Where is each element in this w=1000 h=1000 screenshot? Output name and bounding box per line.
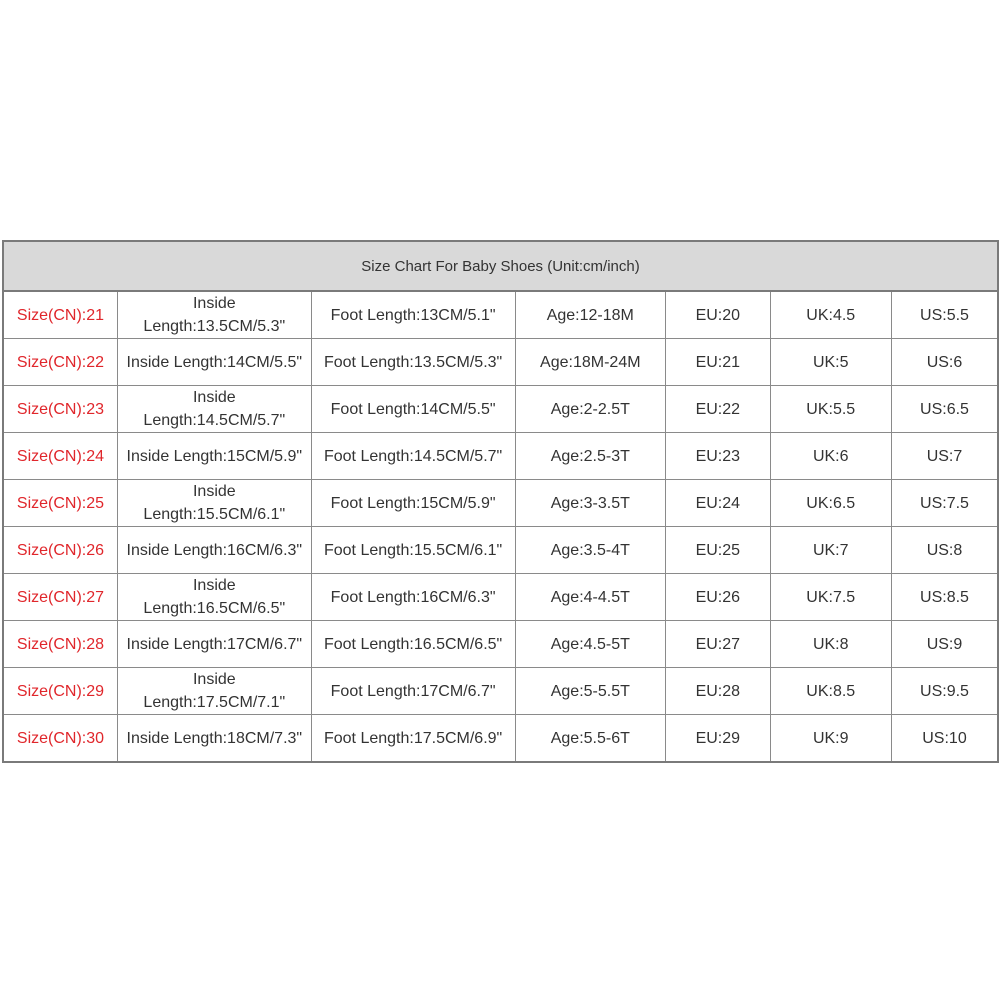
age-cell: Age:5-5.5T [515, 668, 666, 715]
eu-size-cell: EU:21 [666, 339, 770, 386]
title-row [3, 241, 998, 291]
table-row [3, 668, 998, 715]
inside-length-cell: Inside Length:16CM/6.3" [117, 527, 311, 574]
us-size-cell: US:9 [891, 621, 998, 668]
size-cn-cell: Size(CN):26 [3, 527, 117, 574]
us-size-cell: US:10 [891, 715, 998, 763]
size-cn-cell: Size(CN):23 [3, 386, 117, 433]
size-cn-cell: Size(CN):29 [3, 668, 117, 715]
uk-size-cell: UK:8.5 [770, 668, 891, 715]
size-cn-cell: Size(CN):22 [3, 339, 117, 386]
inside-length-cell: Inside Length:17.5CM/7.1" [117, 668, 311, 715]
age-cell: Age:5.5-6T [515, 715, 666, 763]
table-row [3, 291, 998, 339]
age-cell: Age:18M-24M [515, 339, 666, 386]
table-row [3, 386, 998, 433]
us-size-cell: US:6.5 [891, 386, 998, 433]
foot-length-cell: Foot Length:13CM/5.1" [311, 291, 515, 339]
uk-size-cell: UK:5.5 [770, 386, 891, 433]
foot-length-cell: Foot Length:16.5CM/6.5" [311, 621, 515, 668]
inside-length-cell: Inside Length:17CM/6.7" [117, 621, 311, 668]
uk-size-cell: UK:5 [770, 339, 891, 386]
foot-length-cell: Foot Length:16CM/6.3" [311, 574, 515, 621]
size-cn-cell: Size(CN):27 [3, 574, 117, 621]
size-cn-cell: Size(CN):21 [3, 291, 117, 339]
age-cell: Age:4-4.5T [515, 574, 666, 621]
uk-size-cell: UK:7.5 [770, 574, 891, 621]
us-size-cell: US:9.5 [891, 668, 998, 715]
eu-size-cell: EU:27 [666, 621, 770, 668]
uk-size-cell: UK:8 [770, 621, 891, 668]
table-row [3, 715, 998, 763]
eu-size-cell: EU:23 [666, 433, 770, 480]
age-cell: Age:3-3.5T [515, 480, 666, 527]
us-size-cell: US:6 [891, 339, 998, 386]
age-cell: Age:2.5-3T [515, 433, 666, 480]
table-title: Size Chart For Baby Shoes (Unit:cm/inch) [3, 241, 998, 291]
inside-length-cell: Inside Length:18CM/7.3" [117, 715, 311, 763]
eu-size-cell: EU:20 [666, 291, 770, 339]
inside-length-cell: Inside Length:15CM/5.9" [117, 433, 311, 480]
table-row [3, 480, 998, 527]
foot-length-cell: Foot Length:13.5CM/5.3" [311, 339, 515, 386]
us-size-cell: US:7 [891, 433, 998, 480]
table-row [3, 621, 998, 668]
age-cell: Age:12-18M [515, 291, 666, 339]
uk-size-cell: UK:4.5 [770, 291, 891, 339]
eu-size-cell: EU:24 [666, 480, 770, 527]
eu-size-cell: EU:29 [666, 715, 770, 763]
size-chart-container [2, 240, 998, 763]
inside-length-cell: Inside Length:14.5CM/5.7" [117, 386, 311, 433]
uk-size-cell: UK:7 [770, 527, 891, 574]
foot-length-cell: Foot Length:15CM/5.9" [311, 480, 515, 527]
foot-length-cell: Foot Length:14CM/5.5" [311, 386, 515, 433]
age-cell: Age:2-2.5T [515, 386, 666, 433]
inside-length-cell: Inside Length:16.5CM/6.5" [117, 574, 311, 621]
age-cell: Age:4.5-5T [515, 621, 666, 668]
size-cn-cell: Size(CN):25 [3, 480, 117, 527]
table-row [3, 574, 998, 621]
eu-size-cell: EU:22 [666, 386, 770, 433]
us-size-cell: US:5.5 [891, 291, 998, 339]
uk-size-cell: UK:9 [770, 715, 891, 763]
table-row [3, 527, 998, 574]
inside-length-cell: Inside Length:14CM/5.5" [117, 339, 311, 386]
inside-length-cell: Inside Length:15.5CM/6.1" [117, 480, 311, 527]
foot-length-cell: Foot Length:14.5CM/5.7" [311, 433, 515, 480]
foot-length-cell: Foot Length:17.5CM/6.9" [311, 715, 515, 763]
foot-length-cell: Foot Length:15.5CM/6.1" [311, 527, 515, 574]
table-row [3, 433, 998, 480]
uk-size-cell: UK:6 [770, 433, 891, 480]
eu-size-cell: EU:25 [666, 527, 770, 574]
eu-size-cell: EU:28 [666, 668, 770, 715]
us-size-cell: US:7.5 [891, 480, 998, 527]
size-chart-table [2, 240, 999, 763]
uk-size-cell: UK:6.5 [770, 480, 891, 527]
eu-size-cell: EU:26 [666, 574, 770, 621]
us-size-cell: US:8.5 [891, 574, 998, 621]
table-row [3, 339, 998, 386]
table-body [3, 291, 998, 762]
foot-length-cell: Foot Length:17CM/6.7" [311, 668, 515, 715]
size-cn-cell: Size(CN):30 [3, 715, 117, 763]
us-size-cell: US:8 [891, 527, 998, 574]
size-cn-cell: Size(CN):24 [3, 433, 117, 480]
inside-length-cell: Inside Length:13.5CM/5.3" [117, 291, 311, 339]
size-cn-cell: Size(CN):28 [3, 621, 117, 668]
age-cell: Age:3.5-4T [515, 527, 666, 574]
